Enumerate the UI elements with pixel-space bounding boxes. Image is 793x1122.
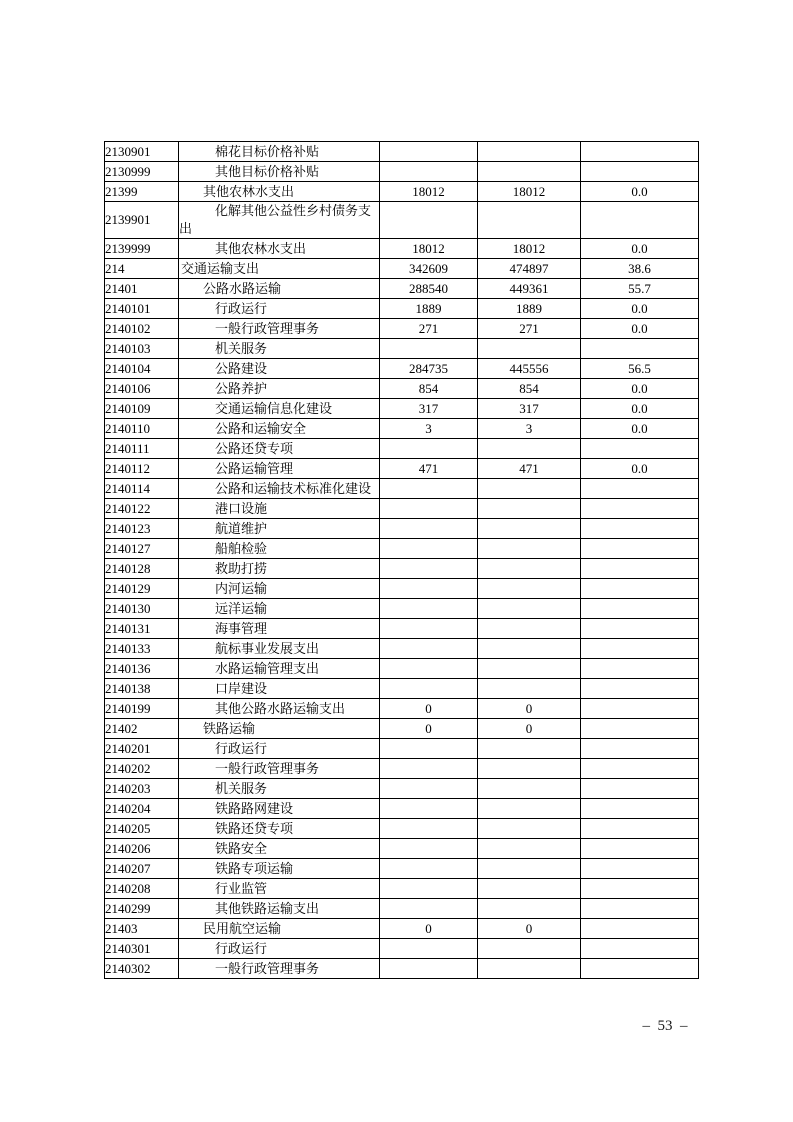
cell-code: 2140128 [105,559,179,579]
table-row [105,839,699,859]
cell-budget-value: 1889 [380,299,478,319]
cell-budget-value [380,579,478,599]
cell-change-percent [581,799,699,819]
table-row [105,279,699,299]
cell-change-percent [581,859,699,879]
cell-code: 2140112 [105,459,179,479]
cell-budget-value [380,439,478,459]
cell-change-percent [581,639,699,659]
cell-code: 214 [105,259,179,279]
cell-code: 2140203 [105,779,179,799]
cell-final-value [478,142,581,162]
cell-item-name: 航标事业发展支出 [179,639,380,659]
cell-final-value [478,499,581,519]
cell-final-value [478,599,581,619]
cell-budget-value [380,142,478,162]
cell-budget-value: 18012 [380,239,478,259]
cell-change-percent [581,779,699,799]
cell-change-percent [581,579,699,599]
cell-final-value [478,799,581,819]
table-row [105,759,699,779]
cell-item-name: 公路和运输技术标准化建设 [179,479,380,499]
cell-budget-value [380,559,478,579]
table-row [105,439,699,459]
table-row [105,619,699,639]
table-row [105,959,699,979]
table-row [105,182,699,202]
cell-budget-value [380,479,478,499]
table-row [105,559,699,579]
cell-budget-value: 471 [380,459,478,479]
cell-item-name: 一般行政管理事务 [179,959,380,979]
table-row [105,919,699,939]
cell-budget-value [380,759,478,779]
cell-budget-value [380,539,478,559]
table-row [105,679,699,699]
cell-final-value: 0 [478,699,581,719]
cell-code: 2140110 [105,419,179,439]
cell-change-percent: 0.0 [581,239,699,259]
cell-code: 2140208 [105,879,179,899]
cell-code: 2140123 [105,519,179,539]
cell-change-percent [581,479,699,499]
cell-budget-value [380,779,478,799]
cell-budget-value [380,739,478,759]
cell-budget-value: 288540 [380,279,478,299]
cell-final-value: 317 [478,399,581,419]
cell-budget-value [380,799,478,819]
table-row [105,639,699,659]
cell-code: 21403 [105,919,179,939]
cell-code: 2140130 [105,599,179,619]
cell-item-name: 行业监管 [179,879,380,899]
cell-code: 2140114 [105,479,179,499]
cell-final-value [478,819,581,839]
cell-code: 2130901 [105,142,179,162]
table-row [105,599,699,619]
cell-code: 2140122 [105,499,179,519]
cell-item-name: 铁路路网建设 [179,799,380,819]
cell-item-name: 行政运行 [179,739,380,759]
cell-item-name: 航道维护 [179,519,380,539]
cell-final-value: 1889 [478,299,581,319]
cell-change-percent: 0.0 [581,182,699,202]
cell-code: 2139999 [105,239,179,259]
cell-final-value: 18012 [478,182,581,202]
cell-change-percent [581,202,699,239]
cell-budget-value: 0 [380,699,478,719]
cell-change-percent [581,619,699,639]
cell-change-percent [581,819,699,839]
cell-budget-value [380,899,478,919]
table-row [105,899,699,919]
cell-change-percent [581,699,699,719]
cell-code: 2140199 [105,699,179,719]
cell-final-value: 471 [478,459,581,479]
cell-code: 2140127 [105,539,179,559]
cell-code: 2140299 [105,899,179,919]
cell-final-value [478,739,581,759]
cell-code: 2140102 [105,319,179,339]
cell-change-percent [581,539,699,559]
cell-final-value [478,579,581,599]
cell-item-name: 内河运输 [179,579,380,599]
cell-change-percent [581,162,699,182]
cell-final-value [478,959,581,979]
cell-budget-value [380,879,478,899]
cell-item-name: 机关服务 [179,339,380,359]
cell-final-value: 18012 [478,239,581,259]
table-row [105,459,699,479]
cell-final-value: 474897 [478,259,581,279]
cell-code: 2140205 [105,819,179,839]
cell-item-name: 行政运行 [179,939,380,959]
cell-item-name: 民用航空运输 [179,919,380,939]
cell-change-percent: 0.0 [581,379,699,399]
cell-final-value [478,339,581,359]
table-row [105,202,699,239]
cell-code: 2130999 [105,162,179,182]
cell-item-name: 公路养护 [179,379,380,399]
cell-final-value [478,659,581,679]
cell-final-value [478,679,581,699]
cell-budget-value [380,519,478,539]
cell-code: 2140111 [105,439,179,459]
cell-change-percent: 0.0 [581,319,699,339]
cell-change-percent [581,919,699,939]
cell-budget-value: 3 [380,419,478,439]
table-row [105,399,699,419]
cell-final-value [478,559,581,579]
cell-final-value [478,539,581,559]
cell-code: 2140202 [105,759,179,779]
budget-table [104,141,699,979]
cell-final-value [478,839,581,859]
cell-change-percent: 0.0 [581,459,699,479]
cell-item-name: 远洋运输 [179,599,380,619]
cell-change-percent [581,959,699,979]
table-row [105,939,699,959]
cell-budget-value: 342609 [380,259,478,279]
table-row [105,819,699,839]
cell-final-value: 449361 [478,279,581,299]
cell-item-name: 口岸建设 [179,679,380,699]
cell-change-percent [581,439,699,459]
cell-code: 2140206 [105,839,179,859]
cell-final-value [478,859,581,879]
cell-change-percent [581,599,699,619]
cell-budget-value: 317 [380,399,478,419]
cell-item-name: 铁路专项运输 [179,859,380,879]
cell-change-percent [581,659,699,679]
cell-item-name: 救助打捞 [179,559,380,579]
cell-code: 2140302 [105,959,179,979]
cell-item-name: 水路运输管理支出 [179,659,380,679]
cell-budget-value [380,939,478,959]
cell-change-percent: 55.7 [581,279,699,299]
cell-code: 2140201 [105,739,179,759]
cell-item-name: 公路还贷专项 [179,439,380,459]
cell-final-value [478,899,581,919]
cell-budget-value [380,499,478,519]
table-row [105,479,699,499]
cell-change-percent: 56.5 [581,359,699,379]
table-row [105,539,699,559]
cell-code: 2140109 [105,399,179,419]
cell-change-percent [581,739,699,759]
cell-budget-value [380,162,478,182]
cell-change-percent [581,142,699,162]
cell-change-percent [581,879,699,899]
cell-budget-value [380,639,478,659]
cell-final-value: 0 [478,719,581,739]
table-row [105,859,699,879]
cell-change-percent [581,499,699,519]
cell-code: 21399 [105,182,179,202]
table-row [105,319,699,339]
cell-item-name: 其他农林水支出 [179,239,380,259]
cell-final-value: 271 [478,319,581,339]
cell-final-value [478,759,581,779]
cell-item-name: 其他农林水支出 [179,182,380,202]
cell-item-name: 公路水路运输 [179,279,380,299]
table-row [105,359,699,379]
cell-budget-value [380,679,478,699]
cell-item-name: 船舶检验 [179,539,380,559]
table-row [105,579,699,599]
cell-final-value: 445556 [478,359,581,379]
cell-change-percent: 38.6 [581,259,699,279]
cell-final-value [478,162,581,182]
cell-final-value [478,779,581,799]
cell-code: 2140301 [105,939,179,959]
cell-budget-value [380,959,478,979]
cell-code: 2140103 [105,339,179,359]
table-row [105,699,699,719]
page-number: – 53 – [642,1018,688,1034]
cell-item-name: 铁路还贷专项 [179,819,380,839]
cell-item-name: 其他公路水路运输支出 [179,699,380,719]
cell-change-percent [581,939,699,959]
table-row [105,659,699,679]
cell-change-percent [581,759,699,779]
table-row [105,879,699,899]
cell-final-value [478,479,581,499]
cell-budget-value [380,339,478,359]
cell-code: 2139901 [105,202,179,239]
cell-item-name: 公路建设 [179,359,380,379]
cell-item-name: 铁路运输 [179,719,380,739]
cell-final-value: 854 [478,379,581,399]
cell-change-percent: 0.0 [581,299,699,319]
cell-change-percent [581,519,699,539]
cell-item-name: 其他铁路运输支出 [179,899,380,919]
cell-budget-value: 284735 [380,359,478,379]
cell-code: 2140131 [105,619,179,639]
budget-table-body [105,142,699,979]
cell-code: 2140133 [105,639,179,659]
table-row [105,239,699,259]
cell-item-name: 交通运输支出 [179,259,380,279]
table-row [105,799,699,819]
table-row [105,779,699,799]
cell-change-percent [581,839,699,859]
cell-budget-value: 0 [380,719,478,739]
table-row [105,499,699,519]
cell-budget-value [380,619,478,639]
cell-item-name: 棉花目标价格补贴 [179,142,380,162]
cell-budget-value: 271 [380,319,478,339]
cell-code: 2140129 [105,579,179,599]
cell-budget-value [380,819,478,839]
table-row [105,719,699,739]
cell-code: 2140106 [105,379,179,399]
cell-item-name: 海事管理 [179,619,380,639]
table-row [105,142,699,162]
cell-budget-value [380,599,478,619]
cell-budget-value: 18012 [380,182,478,202]
cell-final-value [478,519,581,539]
cell-item-name: 公路运输管理 [179,459,380,479]
cell-item-name: 一般行政管理事务 [179,759,380,779]
cell-change-percent: 0.0 [581,419,699,439]
cell-item-name: 其他目标价格补贴 [179,162,380,182]
cell-code: 2140136 [105,659,179,679]
table-row [105,519,699,539]
cell-item-name: 交通运输信息化建设 [179,399,380,419]
cell-final-value [478,879,581,899]
table-row [105,419,699,439]
cell-code: 2140101 [105,299,179,319]
cell-final-value [478,939,581,959]
cell-code: 21401 [105,279,179,299]
cell-final-value [478,202,581,239]
cell-change-percent [581,719,699,739]
cell-budget-value [380,202,478,239]
cell-item-name: 铁路安全 [179,839,380,859]
cell-item-name: 公路和运输安全 [179,419,380,439]
cell-code: 2140104 [105,359,179,379]
cell-code: 2140138 [105,679,179,699]
table-row [105,162,699,182]
cell-final-value [478,439,581,459]
cell-change-percent [581,559,699,579]
cell-code: 2140204 [105,799,179,819]
cell-budget-value [380,839,478,859]
cell-final-value [478,619,581,639]
cell-item-name: 港口设施 [179,499,380,519]
table-row [105,739,699,759]
cell-final-value [478,639,581,659]
table-row [105,379,699,399]
cell-budget-value [380,859,478,879]
cell-budget-value: 0 [380,919,478,939]
table-row [105,339,699,359]
table-row [105,299,699,319]
cell-budget-value [380,659,478,679]
cell-final-value: 3 [478,419,581,439]
cell-item-name: 机关服务 [179,779,380,799]
cell-code: 21402 [105,719,179,739]
cell-item-name: 化解其他公益性乡村债务支出 [179,202,380,239]
cell-change-percent [581,339,699,359]
cell-final-value: 0 [478,919,581,939]
cell-change-percent [581,899,699,919]
table-row [105,259,699,279]
cell-item-name: 一般行政管理事务 [179,319,380,339]
cell-budget-value: 854 [380,379,478,399]
cell-code: 2140207 [105,859,179,879]
cell-change-percent: 0.0 [581,399,699,419]
cell-item-name: 行政运行 [179,299,380,319]
cell-change-percent [581,679,699,699]
